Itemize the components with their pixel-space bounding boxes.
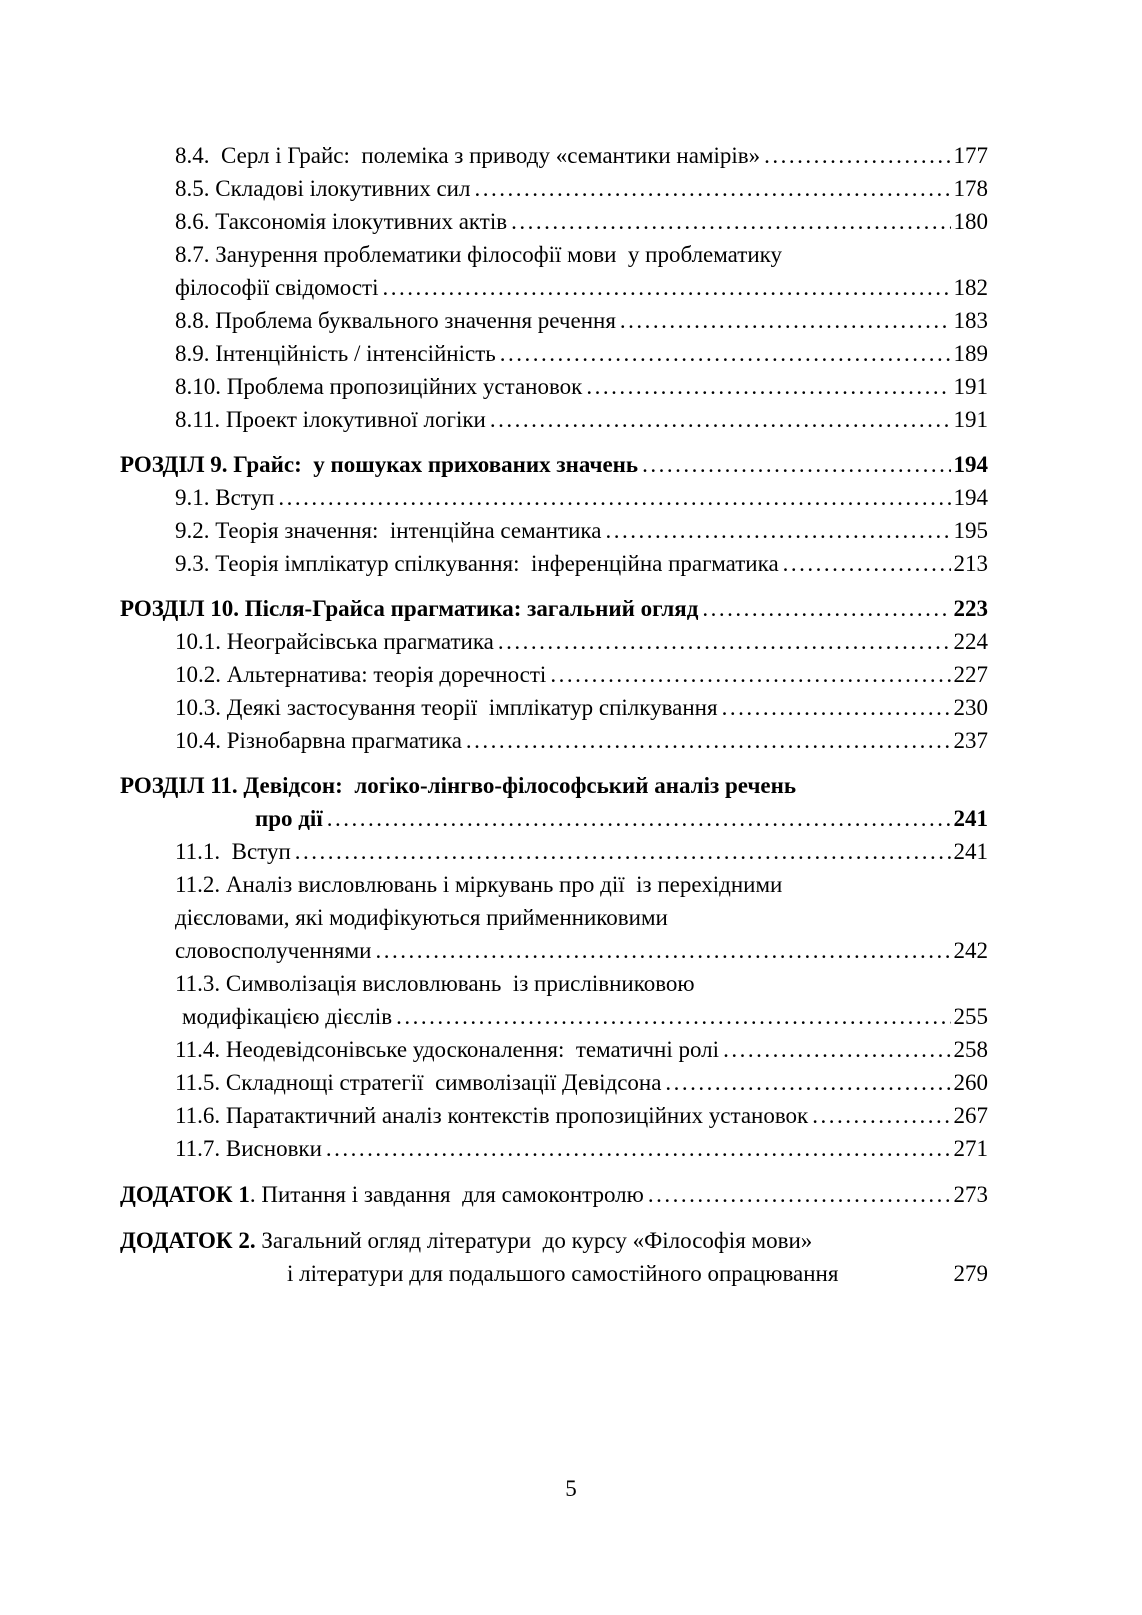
toc-entry-text: ДОДАТОК 1. Питання і завдання для самоконтролю xyxy=(120,1182,644,1207)
toc-entry xyxy=(120,835,988,868)
toc-page-number: 260 xyxy=(953,1070,988,1095)
toc-entry xyxy=(120,514,988,547)
toc-entry-text: 11.7. Висновки xyxy=(175,1136,322,1161)
toc-entry xyxy=(120,1132,988,1165)
toc-entry-text: 9.3. Теорія імплікатур спілкування: інференційна прагматика xyxy=(175,551,779,576)
toc-entry xyxy=(120,724,988,757)
toc-page-number: 255 xyxy=(953,1004,988,1029)
toc-entry-line xyxy=(120,934,988,967)
toc-entry-text: 9.2. Теорія значення: інтенційна семантика xyxy=(175,518,602,543)
dot-leader xyxy=(326,1132,951,1165)
toc-page-number: 223 xyxy=(953,596,988,621)
toc-entry-line xyxy=(120,625,988,658)
dot-leader xyxy=(665,1066,950,1099)
toc-entry-line xyxy=(120,370,988,403)
dot-leader xyxy=(648,1178,951,1211)
toc-entry-text: і літератури для подальшого самостійного опрацювання xyxy=(287,1261,839,1286)
toc-page-number: 178 xyxy=(953,176,988,201)
toc-entry-text: дієсловами, які модифікуються прийменниковими xyxy=(175,905,668,930)
toc-page-number: 191 xyxy=(953,407,988,432)
toc-entry-line xyxy=(120,337,988,370)
dot-leader xyxy=(511,205,950,238)
toc-entry-text: 8.9. Інтенційність / інтенсійність xyxy=(175,341,496,366)
toc-entry-text: 11.2. Аналіз висловлювань і міркувань про дії із перехідними xyxy=(175,872,783,897)
toc-entry-line xyxy=(120,172,988,205)
toc-entry-line xyxy=(120,1066,988,1099)
toc-page-number: 258 xyxy=(953,1037,988,1062)
toc-entry-line xyxy=(120,1257,988,1290)
toc-entry-line xyxy=(120,1099,988,1132)
toc-page-number: 183 xyxy=(953,308,988,333)
toc-entry-text: 10.1. Неограйсівська прагматика xyxy=(175,629,494,654)
toc-entry-line xyxy=(120,658,988,691)
dot-leader xyxy=(723,1033,950,1066)
toc-entry-text: про дії xyxy=(255,806,323,831)
toc-page-number: 191 xyxy=(953,374,988,399)
toc-entry-line xyxy=(120,481,988,514)
toc-page-number: 182 xyxy=(953,275,988,300)
toc-entry xyxy=(120,658,988,691)
toc-entry-text: філософії свідомості xyxy=(175,275,379,300)
toc-page-number: 177 xyxy=(953,143,988,168)
toc-entry-text: ДОДАТОК 2. Загальний огляд літератури до курсу «Філософія мови» xyxy=(120,1228,813,1253)
toc-page-number: 273 xyxy=(953,1182,988,1207)
toc-entry-text: 11.6. Паратактичний аналіз контекстів пропозиційних установок xyxy=(175,1103,809,1128)
dot-leader xyxy=(474,172,950,205)
toc-page-number: 189 xyxy=(953,341,988,366)
toc-entry xyxy=(120,1224,988,1290)
toc-entry xyxy=(120,1099,988,1132)
dot-leader xyxy=(620,304,951,337)
dot-leader xyxy=(383,271,951,304)
toc-entry-line xyxy=(120,304,988,337)
toc-entry-line xyxy=(120,139,988,172)
dot-leader xyxy=(812,1099,950,1132)
toc-entry xyxy=(120,868,988,967)
toc-entry xyxy=(120,691,988,724)
toc-entry-text: 8.4. Серл і Грайс: полеміка з приводу «семантики намірів» xyxy=(175,143,761,168)
toc-entry-line xyxy=(120,1000,988,1033)
toc-entry-text: 9.1. Вступ xyxy=(175,485,275,510)
toc-entry-line xyxy=(120,769,988,802)
dot-leader xyxy=(396,1000,950,1033)
toc-entry-text: 11.3. Символізація висловлювань із прислівниковою xyxy=(175,971,695,996)
dot-leader xyxy=(586,370,950,403)
toc-entry-line xyxy=(120,205,988,238)
dot-leader xyxy=(295,835,951,868)
toc-entry xyxy=(120,1178,988,1211)
toc-entry xyxy=(120,139,988,172)
toc-entry-line xyxy=(120,1224,988,1257)
toc-entry xyxy=(120,403,988,436)
dot-leader xyxy=(764,139,950,172)
toc-entry xyxy=(120,205,988,238)
toc-entry-line xyxy=(120,514,988,547)
toc-entry-line xyxy=(120,1178,988,1211)
toc-entry xyxy=(120,448,988,481)
toc-page-number: 230 xyxy=(953,695,988,720)
toc-entry-line xyxy=(120,724,988,757)
toc-entry xyxy=(120,304,988,337)
toc-entry-line xyxy=(120,802,988,835)
dot-leader xyxy=(722,691,951,724)
toc-entry-text: 8.11. Проект ілокутивної логіки xyxy=(175,407,486,432)
toc-entry xyxy=(120,238,988,304)
toc-entry-text: 10.3. Деякі застосування теорії імплікатур спілкування xyxy=(175,695,718,720)
toc xyxy=(120,139,988,1290)
dot-leader xyxy=(327,802,951,835)
dot-leader xyxy=(500,337,951,370)
dot-leader xyxy=(466,724,951,757)
toc-entry-line xyxy=(120,1132,988,1165)
dot-leader xyxy=(783,547,951,580)
toc-page-number: 227 xyxy=(953,662,988,687)
toc-page-number: 279 xyxy=(953,1261,988,1286)
toc-entry xyxy=(120,1033,988,1066)
toc-entry-line xyxy=(120,835,988,868)
toc-page-number: 241 xyxy=(953,839,988,864)
toc-entry-text: 8.5. Складові ілокутивних сил xyxy=(175,176,471,201)
toc-entry-text: 11.1. Вступ xyxy=(175,839,291,864)
toc-entry xyxy=(120,592,988,625)
toc-page-number: 194 xyxy=(953,485,988,510)
toc-entry xyxy=(120,337,988,370)
toc-entry-line xyxy=(120,967,988,1000)
toc-entry-text: 11.4. Неодевідсонівське удосконалення: тематичні ролі xyxy=(175,1037,720,1062)
dot-leader xyxy=(702,592,950,625)
toc-entry-text: 8.8. Проблема буквального значення речення xyxy=(175,308,616,333)
toc-entry-line xyxy=(120,448,988,481)
toc-entry xyxy=(120,769,988,835)
toc-entry-text: 8.6. Таксономія ілокутивних актів xyxy=(175,209,508,234)
toc-entry-line xyxy=(120,868,988,901)
toc-entry-line xyxy=(120,1033,988,1066)
toc-entry-text: 8.10. Проблема пропозиційних установок xyxy=(175,374,583,399)
toc-entry xyxy=(120,481,988,514)
dot-leader xyxy=(605,514,950,547)
toc-page-number: 241 xyxy=(953,806,988,831)
toc-entry-line xyxy=(120,238,988,271)
toc-entry xyxy=(120,172,988,205)
toc-entry-text: РОЗДІЛ 9. Грайс: у пошуках прихованих значень xyxy=(120,452,639,477)
toc-page-number: 237 xyxy=(953,728,988,753)
toc-entry xyxy=(120,370,988,403)
toc-entry-line xyxy=(120,691,988,724)
toc-page-number: 267 xyxy=(953,1103,988,1128)
dot-leader xyxy=(376,934,951,967)
toc-entry xyxy=(120,1066,988,1099)
toc-page-number: 195 xyxy=(953,518,988,543)
toc-page-number: 213 xyxy=(953,551,988,576)
toc-entry-bold-prefix: ДОДАТОК 1 xyxy=(120,1182,250,1207)
toc-entry-text: РОЗДІЛ 11. Девідсон: логіко-лінгво-філософський аналіз речень xyxy=(120,773,797,798)
dot-leader xyxy=(498,625,951,658)
toc-entry-text: 10.2. Альтернатива: теорія доречності xyxy=(175,662,547,687)
toc-entry xyxy=(120,967,988,1033)
toc-entry-text: 11.5. Складнощі стратегії символізації Девідсона xyxy=(175,1070,662,1095)
toc-entry-text: РОЗДІЛ 10. Після-Грайса прагматика: загальний огляд xyxy=(120,596,699,621)
dot-leader xyxy=(490,403,951,436)
toc-entry-line xyxy=(120,547,988,580)
dot-leader xyxy=(278,481,950,514)
toc-entry-line xyxy=(120,592,988,625)
footer-page-number: 5 xyxy=(565,1476,577,1501)
toc-entry xyxy=(120,547,988,580)
dot-leader xyxy=(642,448,950,481)
toc-entry-text: словосполученнями xyxy=(175,938,372,963)
toc-entry xyxy=(120,625,988,658)
toc-page-number: 194 xyxy=(953,452,988,477)
toc-page-number: 180 xyxy=(953,209,988,234)
toc-entry-line xyxy=(120,901,988,934)
toc-entry-line xyxy=(120,403,988,436)
toc-entry-text: модифікацією дієслів xyxy=(182,1004,393,1029)
toc-page-number: 224 xyxy=(953,629,988,654)
toc-entry-line xyxy=(120,271,988,304)
toc-entry-text: 10.4. Різнобарвна прагматика xyxy=(175,728,462,753)
toc-entry-text: 8.7. Занурення проблематики філософії мови у проблематику xyxy=(175,242,782,267)
toc-page-number: 242 xyxy=(953,938,988,963)
toc-entry-bold-prefix: ДОДАТОК 2. xyxy=(120,1228,256,1253)
dot-leader xyxy=(550,658,950,691)
toc-page-number: 271 xyxy=(953,1136,988,1161)
